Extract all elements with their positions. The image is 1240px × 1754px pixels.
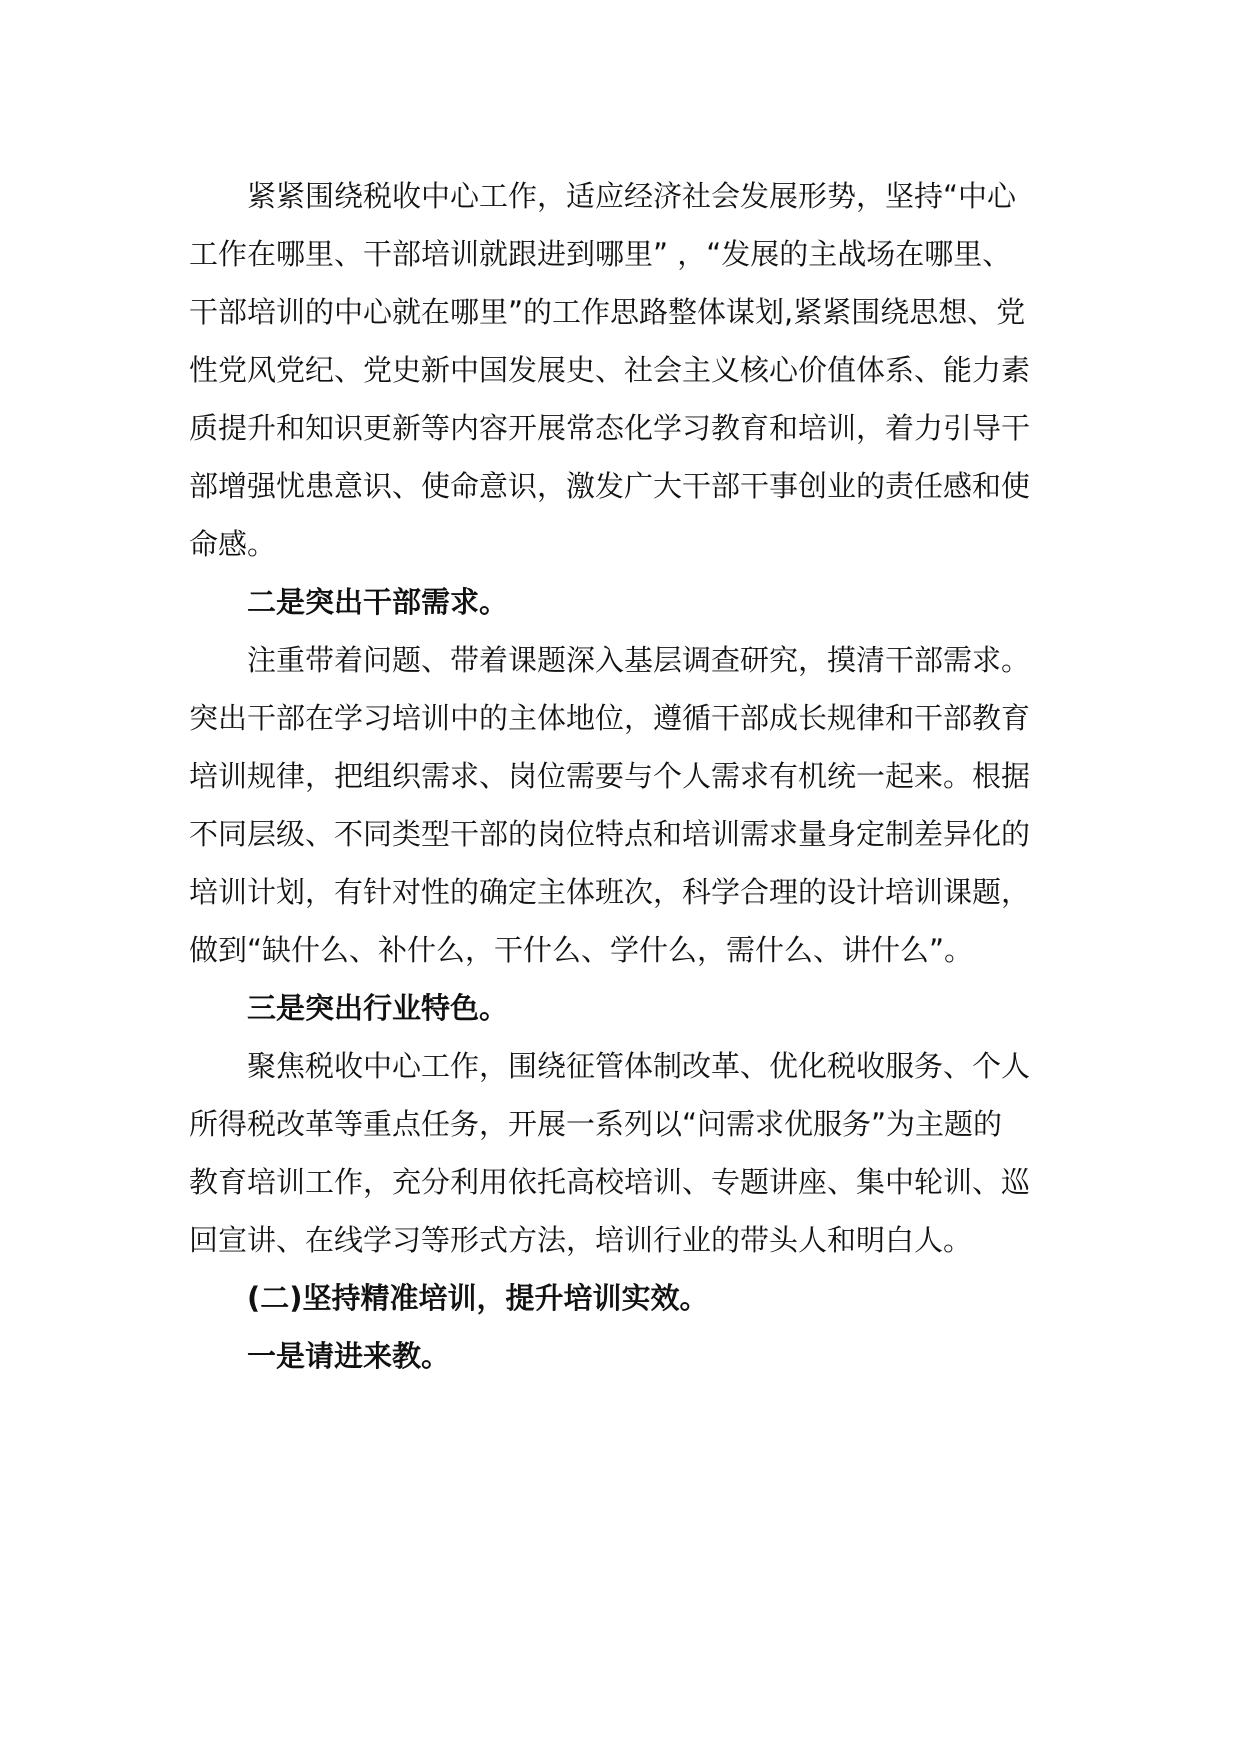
paragraph-line: 所得税改革等重点任务，开展一系列以“问需求优服务”为主题的 [189, 1107, 1003, 1141]
paragraph-line: 质提升和知识更新等内容开展常态化学习教育和培训，着力引导干 [189, 411, 1031, 445]
paragraph-line: 紧紧围绕税收中心工作，适应经济社会发展形势，坚持“中心 [247, 179, 1017, 213]
paragraph-line: 培训规律，把组织需求、岗位需要与个人需求有机统一起来。根据 [189, 759, 1031, 793]
section-heading: 二是突出干部需求。 [247, 585, 509, 619]
paragraph-line: 注重带着问题、带着课题深入基层调查研究，摸清干部需求。 [247, 643, 1031, 677]
paragraph-line: 回宣讲、在线学习等形式方法，培训行业的带头人和明白人。 [189, 1223, 973, 1257]
paragraph-line: 做到“缺什么、补什么，干什么、学什么，需什么、讲什么”。 [189, 933, 974, 967]
paragraph-line: 不同层级、不同类型干部的岗位特点和培训需求量身定制差异化的 [189, 817, 1031, 851]
paragraph-line: 性党风党纪、党史新中国发展史、社会主义核心价值体系、能力素 [189, 353, 1031, 387]
section-heading: 一是请进来教。 [247, 1339, 451, 1373]
paragraph-line: 工作在哪里、干部培训就跟进到哪里” ，“发展的主战场在哪里、 [189, 237, 1012, 271]
paragraph-line: 干部培训的中心就在哪里”的工作思路整体谋划,紧紧围绕思想、党 [189, 295, 1026, 329]
paragraph-line: 命感。 [189, 527, 277, 561]
paragraph-line: 部增强忧患意识、使命意识，激发广大干部干事创业的责任感和使 [189, 469, 1031, 503]
paragraph-line: 培训计划，有针对性的确定主体班次，科学合理的设计培训课题， [189, 875, 1031, 909]
paragraph-line: 教育培训工作，充分利用依托高校培训、专题讲座、集中轮训、巡 [189, 1165, 1031, 1199]
section-heading: 三是突出行业特色。 [247, 991, 509, 1025]
section-heading: (二)坚持精准培训，提升培训实效。 [247, 1281, 709, 1315]
paragraph-line: 突出干部在学习培训中的主体地位，遵循干部成长规律和干部教育 [189, 701, 1031, 735]
paragraph-line: 聚焦税收中心工作，围绕征管体制改革、优化税收服务、个人 [247, 1049, 1031, 1083]
